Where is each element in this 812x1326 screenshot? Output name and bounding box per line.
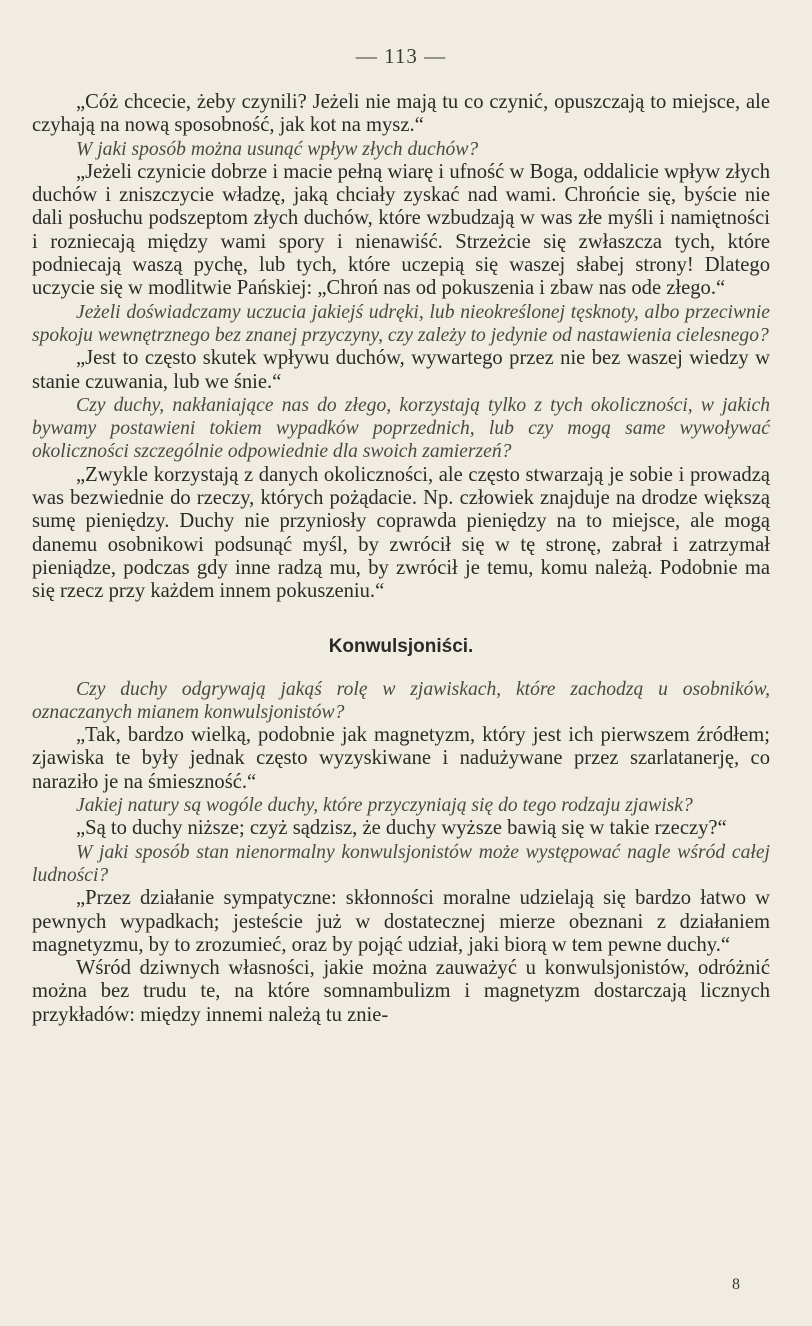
paragraph-answer: „Tak, bardzo wielką, podobnie jak magnetyzm, który jest ich pierwszem źródłem; zjawiska te były jednak często wyzyskiwane i nadużywane przez szarlatanerję, co naraziło je na śmieszność.“ [32, 724, 770, 793]
paragraph-answer: „Zwykle korzystają z danych okoliczności, ale często stwarzają je sobie i prowadzą was bezwiednie do rzeczy, których pożądacie. Np. człowiek znajduje na drodze większą sumę pieniędzy. Duchy nie przyniosły coprawda pieniędzy na to miejsce, ale mogą danemu osobnikowi podsunąć myśl, by zwrócił się w tę stronę, zabrał i zatrzymał pieniądze, podczas gdy inne radzą mu, by zwrócił je temu, komu należą. Podobnie ma się rzecz przy każdem innem pokuszeniu.“ [32, 463, 770, 603]
paragraph-question: W jaki sposób stan nienormalny konwulsjonistów może występować nagle wśród całej ludności? [32, 841, 770, 886]
page-header: — 113 — [355, 44, 447, 68]
paragraph-question: W jaki sposób można usunąć wpływ złych duchów? [76, 138, 479, 160]
paragraph-question: Jeżeli doświadczamy uczucia jakiejś udręki, lub nieokreślonej tęsknoty, albo przeciwnie spokoju wewnętrznego bez znanej przyczyny, czy zależy to jedynie od nastawienia cielesnego? [32, 301, 770, 346]
paragraph-body: Wśród dziwnych własności, jakie można zauważyć u konwulsjonistów, odróżnić można bez trudu te, na które somnambulizm i magnetyzm dostarczają licznych przykładów: między innemi należą tu znie- [32, 957, 770, 1026]
paragraph-answer: „Przez działanie sympatyczne: skłonności moralne udzielają się bardzo łatwo w pewnych wypadkach; jesteście już w dostatecznej mierze obeznani z działaniem magnetyzmu, by to zrozumieć, oraz by pojąć udział, jaki biorą w tem pewne duchy.“ [32, 887, 770, 956]
paragraph-answer: „Jest to często skutek wpływu duchów, wywartego przez nie bez waszej wiedzy w stanie czuwania, lub we śnie.“ [32, 347, 770, 393]
paragraph-answer: „Cóż chcecie, żeby czynili? Jeżeli nie mają tu co czynić, opuszczają to miejsce, ale czyhają na nową sposobność, jak kot na mysz.“ [32, 91, 770, 137]
section-spirits [32, 91, 770, 604]
section-heading: Konwulsjoniści. [328, 635, 474, 657]
section-convulsionists [32, 678, 770, 1027]
paragraph-question: Jakiej natury są wogóle duchy, które przyczyniają się do tego rodzaju zjawisk? [76, 795, 693, 817]
paragraph-question: Czy duchy odgrywają jakąś rolę w zjawiskach, które zachodzą u osobników, oznaczanych mianem konwulsjonistów? [32, 678, 770, 723]
paragraph-answer: „Są to duchy niższe; czyż sądzisz, że duchy wyższe bawią się w takie rzeczy?“ [76, 817, 727, 840]
paragraph-question: Czy duchy, nakłaniające nas do złego, korzystają tylko z tych okoliczności, w jakich bywamy postawieni tokiem wypadków poprzednich, lub czy mogą same wywoływać okoliczności szczególnie odpowiednie dla swoich zamierzeń? [32, 394, 770, 463]
signature-mark: 8 [732, 1276, 740, 1293]
paragraph-answer: „Jeżeli czynicie dobrze i macie pełną wiarę i ufność w Boga, oddalicie wpływ złych duchów i zniszczycie władzę, jaką chciały zyskać nad wami. Chrońcie się, byście nie dali posłuchu podszeptom złych duchów, które wzbudzają w was złe myśli i namiętności i rozniecają między wami spory i nienawiść. Strzeżcie się zwłaszcza tych, które podniecają waszą pychę, lub tych, które uczepią się waszej słabej strony! Dlatego uczycie się w modlitwie Pańskiej: „Chroń nas od pokuszenia i zbaw nas ode złego.“ [32, 160, 770, 300]
